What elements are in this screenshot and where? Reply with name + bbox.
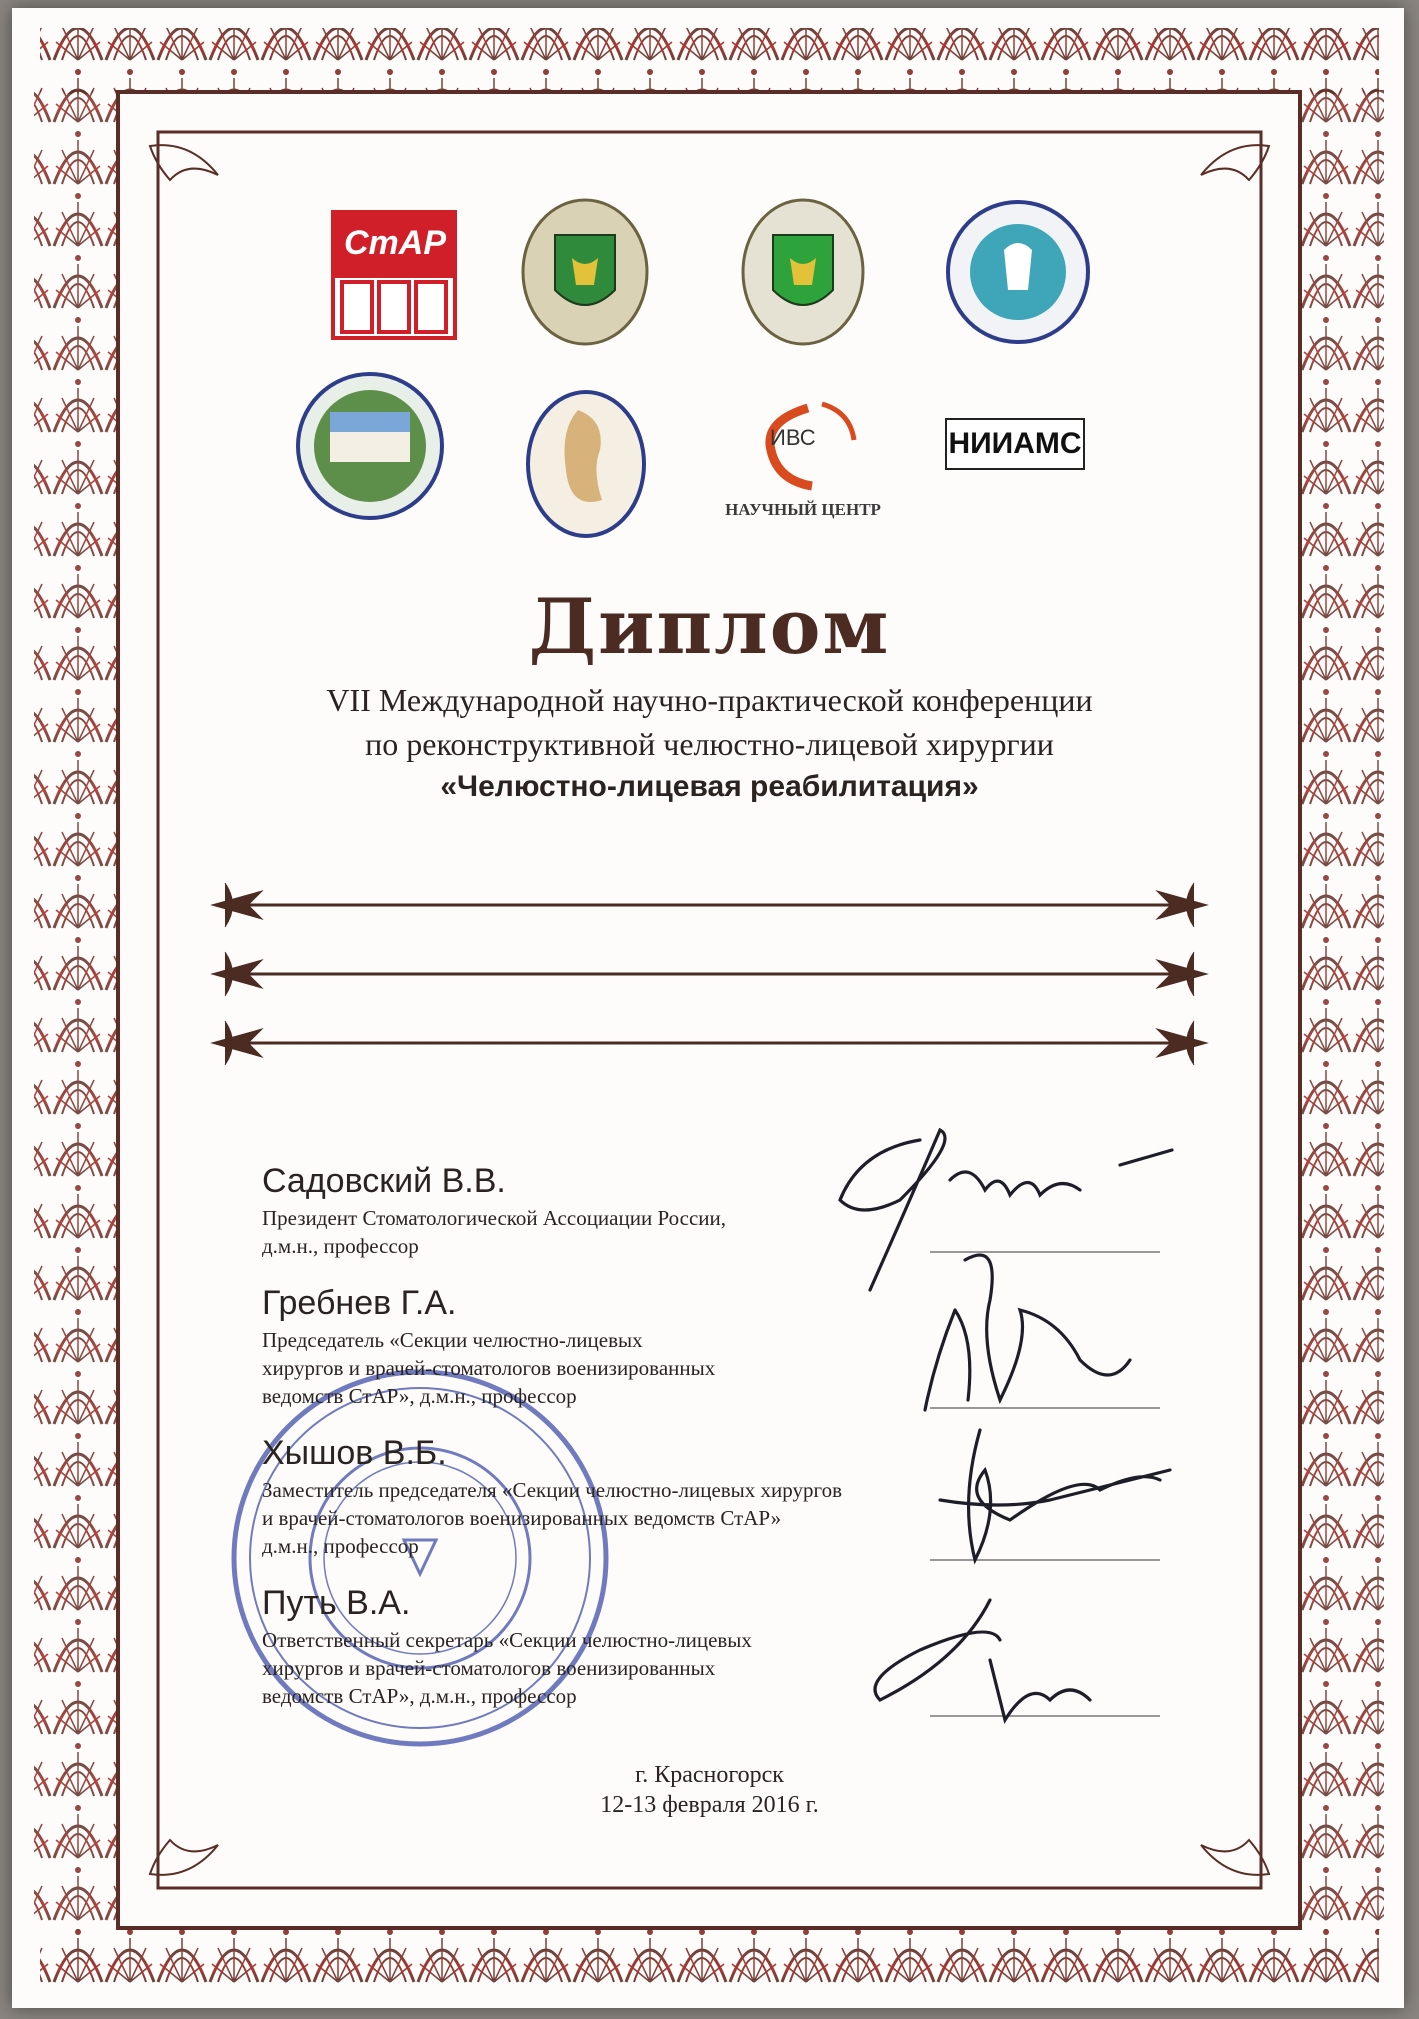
logo-emblem-medical-1: [523, 200, 647, 344]
signatory-name: Хышов В.Б.: [262, 1434, 447, 1472]
date: 12-13 февраля 2016 г.: [600, 1792, 819, 1818]
logo-emblem-medical-2: [743, 200, 863, 344]
signatory-role-line: д.м.н., профессор: [262, 1534, 419, 1558]
logo-association-profile: [528, 392, 644, 536]
signatory-role-line: Председатель «Секции челюстно-лицевых: [262, 1328, 643, 1352]
signatory-role-line: и врачей-стоматологов военизированных ведомств СтАР»: [262, 1506, 782, 1530]
signatory-role-line: хирургов и врачей-стоматологов военизированных: [262, 1656, 716, 1680]
conference-name: «Челюстно-лицевая реабилитация»: [440, 770, 979, 803]
signatory-role-line: Ответственный секретарь «Секции челюстно-лицевых: [262, 1628, 752, 1652]
signatory-name: Гребнев Г.А.: [262, 1284, 457, 1322]
signatory-name: Путь В.А.: [262, 1584, 411, 1622]
signatory-role-line: хирургов и врачей-стоматологов военизированных: [262, 1356, 716, 1380]
signatory-role-line: ведомств СтАР», д.м.н., профессор: [262, 1384, 577, 1408]
ivs-logo-text: ИВС: [770, 425, 816, 450]
signatory-name: Садовский В.В.: [262, 1162, 506, 1200]
nauchny-centr-label: НАУЧНЫЙ ЦЕНТР: [725, 500, 881, 519]
logo-military-academy: [298, 374, 442, 518]
niiams-logo: НИИАМС: [945, 418, 1085, 470]
subtitle-line-1: VII Международной научно-практической конференции: [326, 682, 1093, 718]
signatory-role-line: Президент Стоматологической Ассоциации России,: [262, 1206, 726, 1230]
logo-section-seal: [948, 202, 1088, 342]
subtitle-line-2: по реконструктивной челюстно-лицевой хирургии: [365, 726, 1054, 762]
place: г. Красногорск: [635, 1762, 784, 1788]
signatory-role-line: Заместитель председателя «Секции челюстно-лицевых хирургов: [262, 1478, 843, 1502]
signatory-role-line: д.м.н., профессор: [262, 1234, 419, 1258]
signatory-role-line: ведомств СтАР», д.м.н., профессор: [262, 1684, 577, 1708]
diploma-title: Диплом: [528, 582, 891, 671]
star-logo-text: СтАР: [344, 224, 447, 262]
